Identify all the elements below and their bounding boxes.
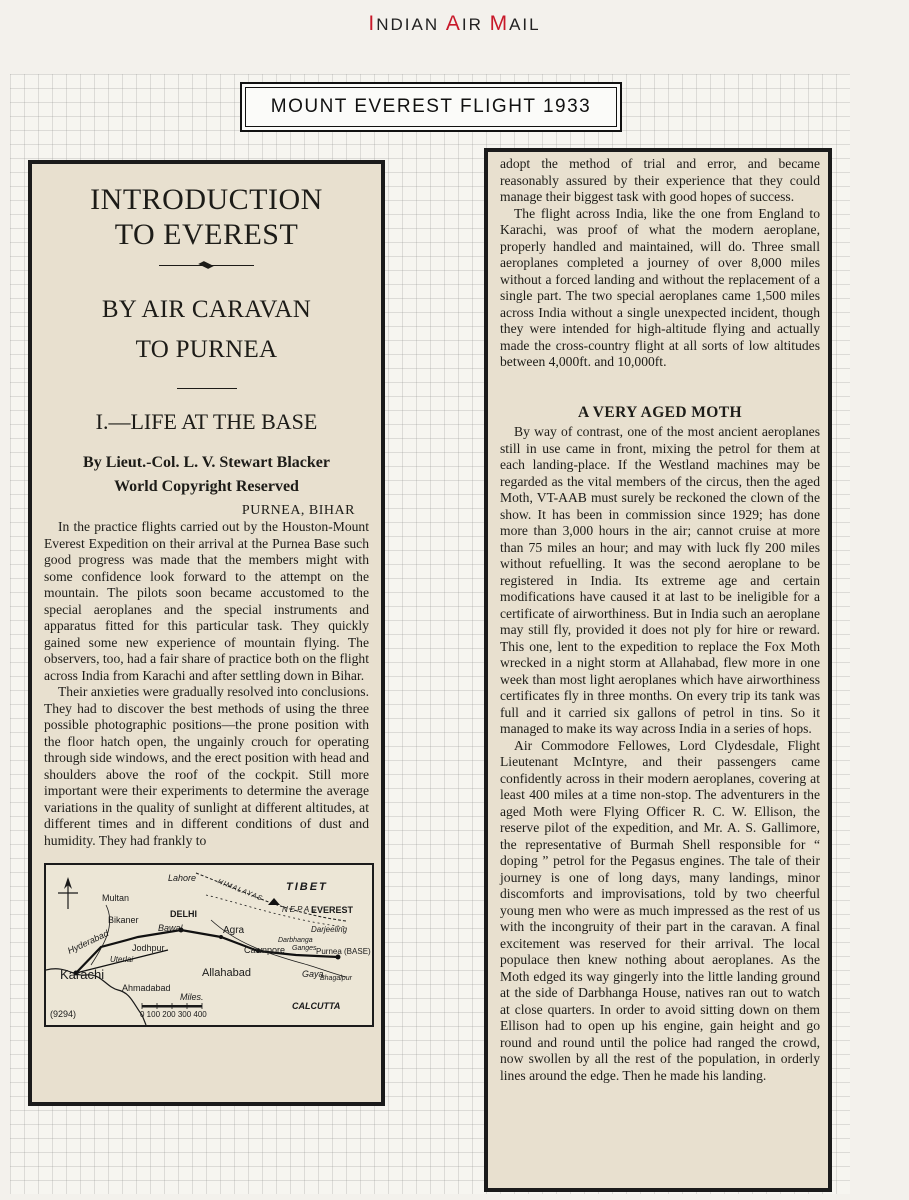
map-label-darjeeling: Darjeeling <box>311 925 348 934</box>
paragraph: Their anxieties were gradually resolved into conclusions. They had to discover the best methods of using the three possible photographic positions—the prone position with the floor hatch open, the ungainly crouch for operating through side windows, and the erect position with head and shoulders above the roof of the cockpit. Still more important were their experiments to determine the average variations in the quality of sunlight at different altitudes, at different times and in different conditions of dust and humidity. They had frankly to <box>44 684 369 848</box>
subheading: A VERY AGED MOTH <box>578 404 742 421</box>
paragraph: In the practice flights carried out by the Houston-Mount Everest Expedition on their arrival at the Purnea Base such good progress was made that the members might with some confidence look forward to the attempt on the mountain. The pilots soon became accustomed to the special aeroplanes and the special instruments and apparatus fitted for this particular task. They quickly gained some new experience of mountain flying. The observers, too, had a fair share of practice both on the flight across India from Karachi and after settling down in Bihar. <box>44 519 370 683</box>
map-label-multan: Multan <box>102 893 130 903</box>
paragraph: Air Commodore Fellowes, Lord Clydesdale, Flight Lieutenant McIntyre, and their passengers came confidently across in their modern aeroplanes, covering at least 400 miles at a time non-stop. The adventurers in the aged Moth were Flying Officer R. C. W. Ellison, the reserve pilot of the expedition, and Mr. A. S. Gallimore, the representative of Burmah Shell responsible for “ doping ” petrol for the Pegasus engines. The tale of their journey is one of long days, many landings, minor discomforts and improvisations, told by two cheerful young men who were as much impressed as the rest of us with the incongruity of their part in the caravan. A final excitement was reserved for their arrival. The local populace then knew nothing about aeroplanes. As the Moth edged its way gingerly into the little landing ground at the side of Darbhanga House, natives ran out to watch at close quarters. In order to avoid sitting down on them Ellison had to open up his engine, gain height and go round and round until the police had ranged the crowd, now swollen by all the rest of the population, in orderly lines around the edge. Then he made his landing. <box>500 737 820 1083</box>
map-label-bawal: Bawal <box>158 923 183 933</box>
map-label-ganges: Ganges <box>292 945 317 952</box>
title-ornament <box>159 260 254 272</box>
map-label-bikaner: Bikaner <box>108 915 139 925</box>
map-scale-ticks: 0 100 200 300 400 <box>140 1010 207 1019</box>
map-label-ahmadabad: Ahmadabad <box>122 983 171 993</box>
header-word-3: MAIL <box>489 12 541 35</box>
paragraph: adopt the method of trial and error, and became reasonably assured by their experience that they could manage their biggest task with good hopes of success. <box>500 156 820 204</box>
map-label-himalayas: HIMALAYAS <box>216 878 264 903</box>
right-top-text <box>500 156 820 371</box>
article-title: INTRODUCTION TO EVEREST <box>90 183 323 251</box>
map-label-calcutta: CALCUTTA <box>292 1001 341 1011</box>
map-ref-number: (9294) <box>50 1009 77 1019</box>
map-label-nepal: NEPAL <box>282 905 318 914</box>
section-heading: I.—LIFE AT THE BASE <box>95 409 318 434</box>
header-word-1: INDIAN <box>368 12 446 35</box>
map-label-gaya: Gaya <box>302 969 324 979</box>
map-label-delhi: DELHI <box>170 909 197 919</box>
map-label-everest: EVEREST <box>311 905 354 915</box>
map-label-lahore: Lahore <box>168 873 197 883</box>
map-label-karachi: Karachi <box>60 967 105 982</box>
map-label-bhagalpur: Bhagalpur <box>320 975 352 982</box>
map-scale-label: Miles. <box>180 992 204 1002</box>
paragraph: By way of contrast, one of the most ancient aeroplanes still in use came in front, mixing the petrol for them at each landing-place. If the Westland machines may be regarded as the vital members of the circus, then the aged Moth, VT-AAB must surely be reckoned the clown of the show. It has been in commission since 1929; has done more than 3,000 hours in the air; cannot cruise at more than 75 miles an hour; and may with luck fly 200 miles without refuelling. It was the second aeroplane to be registered in India. Its extreme age and certain modifications have caused it at last to be ineligible for a certificate of airworthiness. But in India such an aeroplane may still fly, provided it does not ply for hire or reward. This one, lent to the expedition to replace the Fox Moth wrecked in a night storm at Allahabad, flew more in one week than most light aeroplanes which have airworthiness certificates fly in three months. On every trip its tank was full and it carried six gallons of petrol in tins. So it managed to make its way across India in a series of hops. <box>500 424 820 736</box>
paragraph: The flight across India, like the one from England to Karachi, was proof of what the modern aeroplane, properly handled and maintained, will do. Three small aeroplanes completed a journey of over 8,000 miles without a forced landing and without the replacement of a single part. The two special aeroplanes came 1,500 miles across India without a single unexpected incident, though they were intended for high-altitude flying and actually made the cross-country flight at all sorts of low altitudes between 4,000ft. and 10,000ft. <box>500 205 820 369</box>
divider-rule <box>177 388 237 389</box>
dateline: PURNEA, BIHAR <box>241 503 355 518</box>
clipping-left <box>28 160 385 1106</box>
map-label-hyderabad: Hyderabad <box>65 928 111 956</box>
header-word-2: AIR <box>445 12 490 35</box>
map-label-jodhpur: Jodhpur <box>132 943 165 953</box>
map-label-allahabad: Allahabad <box>202 967 251 979</box>
map-label-purnea: Purnea (BASE) <box>316 947 371 956</box>
clipping-right-top <box>484 148 832 398</box>
right-bottom-text <box>500 424 820 1084</box>
map-label-darbhanga: Darbhanga <box>278 937 313 944</box>
album-label: MOUNT EVEREST FLIGHT 1933 <box>240 82 622 132</box>
map-label-cawnpore: Cawnpore <box>244 945 286 955</box>
clipping-right-bottom <box>484 398 832 1192</box>
map-label-tibet: TIBET <box>286 881 328 893</box>
left-column-text <box>44 519 369 849</box>
byline: By Lieut.-Col. L. V. Stewart Blacker World Copyright Reserved <box>83 454 330 495</box>
map-label-agra: Agra <box>223 925 245 936</box>
map-label-uterlai: Uterlai <box>110 955 134 964</box>
page-header <box>0 12 909 36</box>
article-subtitle: BY AIR CARAVAN TO PURNEA <box>101 296 312 363</box>
route-map <box>44 863 374 1027</box>
